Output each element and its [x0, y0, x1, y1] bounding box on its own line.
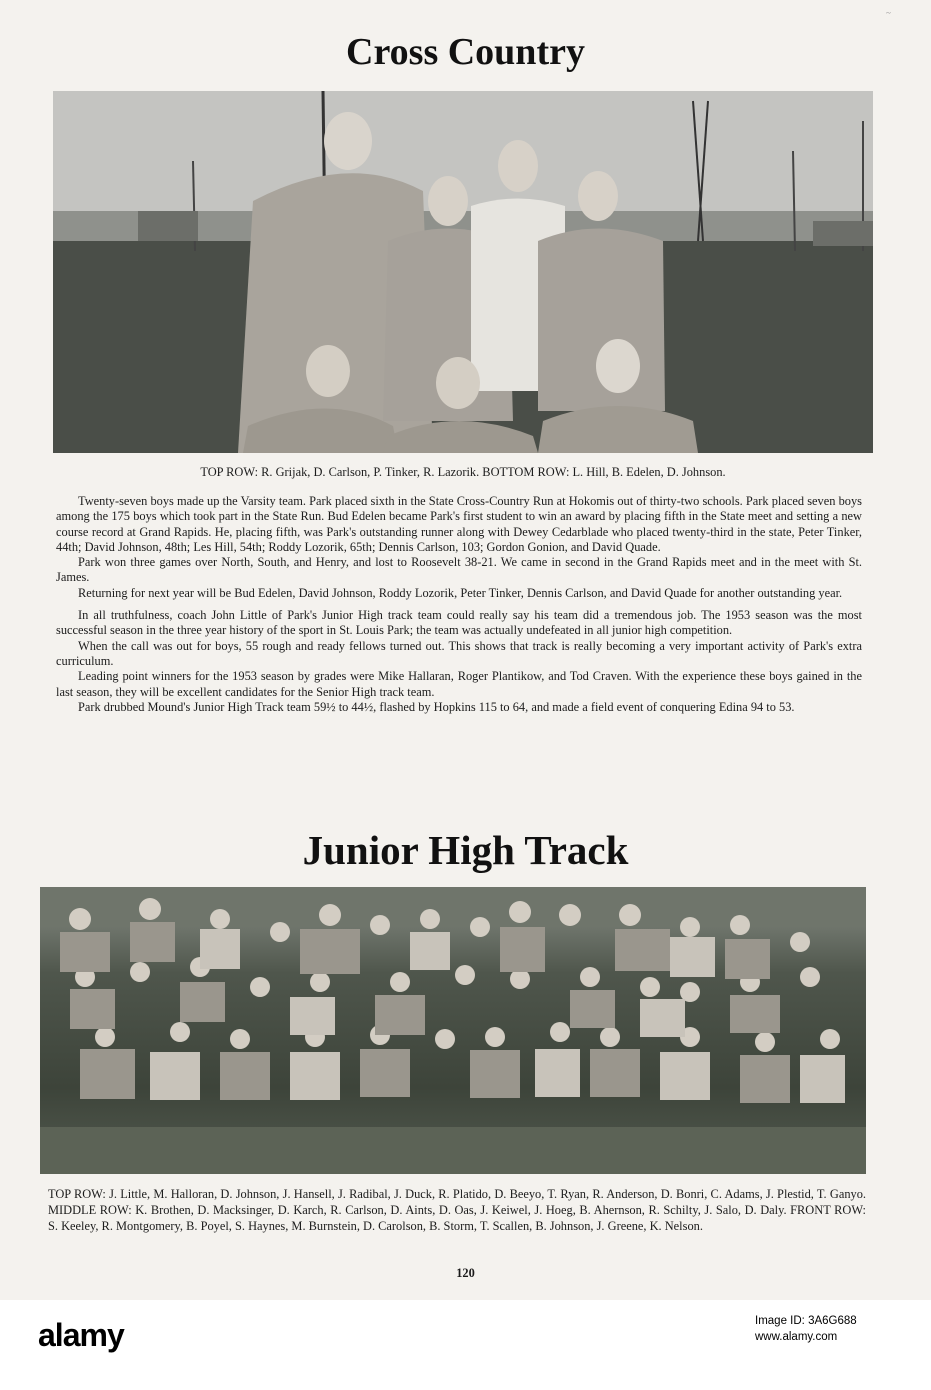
- image-info: [755, 1313, 905, 1345]
- junior-high-track-caption: TOP ROW: J. Little, M. Halloran, D. Johnson, J. Hansell, J. Radibal, J. Duck, R. Platido, D. Beeyo, T. Ryan, R. Anderson, D. Bonri, C. Adams, J. Plestid, T. Ganyo. MIDDLE ROW: K. Brothen, D. Macksinger, D. Karch, R. Carlson, D. Aints, D. Oas, J. Keiwel, J. Hoeg, B. Ahernson, R. Schilty, J. Salo, D. Daly. FRONT ROW: S. Keeley, R. Montgomery, B. Poyel, S. Haynes, M. Burnstein, D. Carolson, B. Storm, T. Scallen, B. Johnson, J. Greene, K. Nelson.: [48, 1187, 866, 1233]
- site-link[interactable]: www.alamy.com: [755, 1331, 838, 1343]
- image-id-row: [755, 1313, 905, 1329]
- image-id-value: 3A6G688: [808, 1315, 857, 1327]
- cross-country-title: Cross Country: [346, 31, 585, 73]
- image-id-label: Image ID:: [755, 1315, 805, 1327]
- paragraph: Leading point winners for the 1953 season by grades were Mike Hallaran, Roger Plantikow, and Tod Craven. With the experience these boys gained in the last season, they will be excellent candidates for the Senior High track team.: [56, 669, 862, 699]
- cross-country-team-photo: [53, 91, 873, 453]
- cross-country-photo-illustration: [53, 91, 873, 453]
- paragraph: In all truthfulness, coach John Little of Park's Junior High track team could really say his team did a tremendous job. The 1953 season was the most successful season in the three year history of the sport in St. Louis Park; the team was actually undefeated in all junior high competition.: [56, 608, 862, 638]
- cross-country-caption: TOP ROW: R. Grijak, D. Carlson, P. Tinker, R. Lazorik. BOTTOM ROW: L. Hill, B. Edelen, D. Johnson.: [200, 465, 726, 479]
- page-number: 120: [456, 1266, 475, 1280]
- alamy-logo[interactable]: alamy: [38, 1317, 124, 1353]
- paragraph: When the call was out for boys, 55 rough and ready fellows turned out. This shows that track is really becoming a very important activity of Park's extra curriculum.: [56, 638, 862, 668]
- paragraph: Park won three games over North, South, and Henry, and lost to Roosevelt 38-21. We came in second in the Grand Rapids meet and in the meet with St. James.: [56, 555, 862, 585]
- track-photo-illustration: [40, 887, 866, 1174]
- paragraph: Twenty-seven boys made up the Varsity team. Park placed sixth in the State Cross-Country Run at Hokomis out of thirty-two schools. Park placed seven boys among the 175 boys which took part in the State Run. Bud Edelen became Park's first student to win an award by placing fifth in the State meet and setting a new course record at Grand Rapids. He, placing fifth, was Park's outstanding runner along with Dewey Cedarblade who placed twenty-third in the state, Peter Tinker, 44th; David Johnson, 48th; Les Hill, 54th; Roddy Lozorik, 65th; Dennis Carlson, 103; Gordon Gonion, and David Quade.: [56, 494, 862, 554]
- paragraph: Park drubbed Mound's Junior High Track team 59½ to 44½, flashed by Hopkins 115 to 64, and made a field event of conquering Edina 94 to 53.: [78, 699, 795, 714]
- article-body: [56, 494, 862, 715]
- junior-high-track-team-photo: [40, 887, 866, 1174]
- pencil-mark: ~: [886, 8, 891, 18]
- junior-high-track-title: Junior High Track: [302, 827, 629, 873]
- paragraph: Returning for next year will be Bud Edelen, David Johnson, Roddy Lozorik, Peter Tinker, Dennis Carlson, and David Quade for another outstanding year.: [78, 585, 843, 600]
